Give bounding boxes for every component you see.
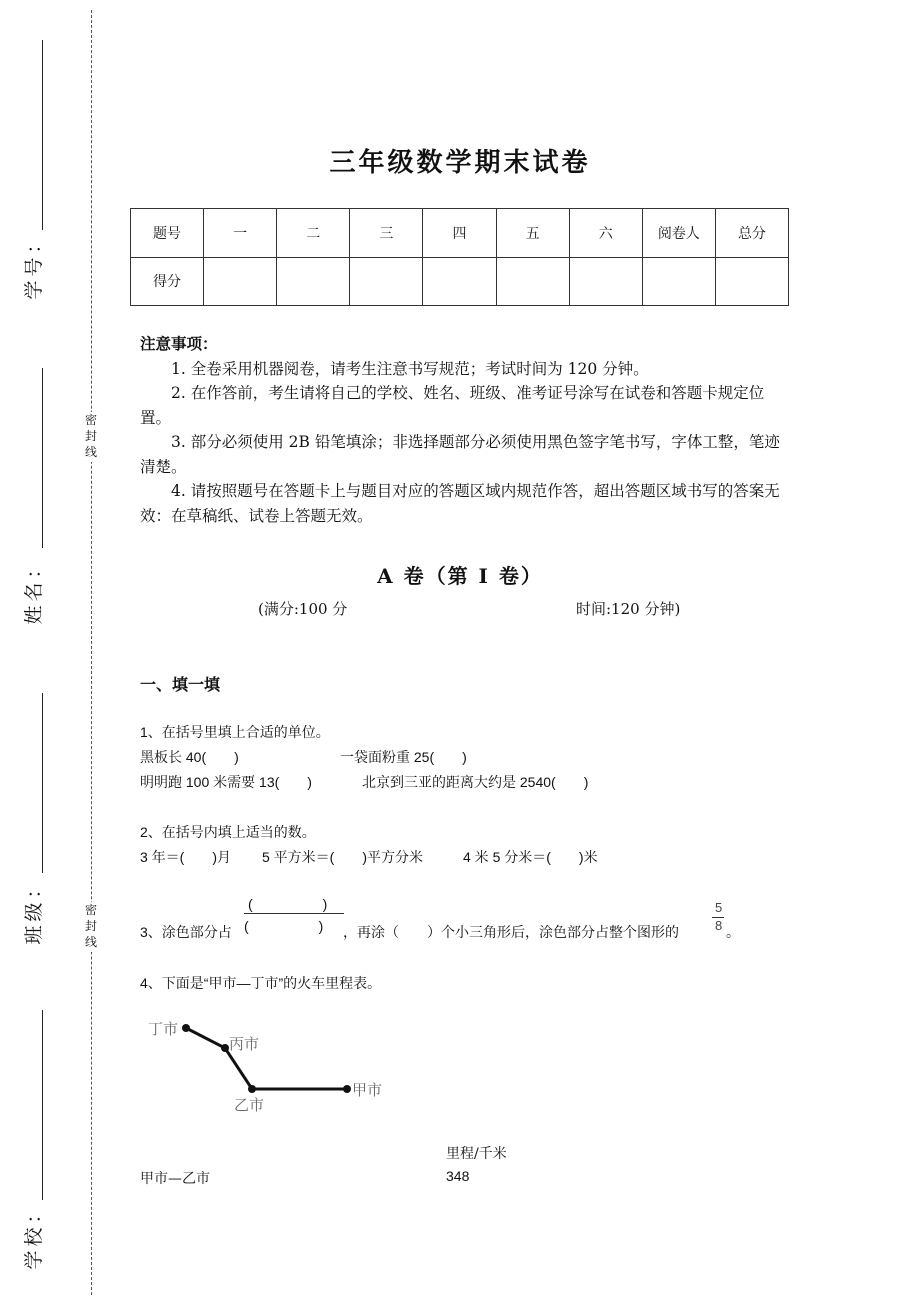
railway-route-map (140, 1010, 400, 1120)
seal-mark-top: 密 封 线 (82, 412, 100, 462)
station-label-jia: 甲市 (352, 1081, 383, 1099)
notice-heading: 注意事项： (140, 334, 218, 353)
notice-item: 1. 全卷采用机器阅卷，请考生注意书写规范；考试时间为 120 分钟。 (171, 359, 649, 378)
score-table-header-row (131, 209, 789, 258)
score-cell (423, 257, 496, 306)
score-cell (204, 257, 277, 306)
score-header-cell: 阅卷人 (642, 209, 715, 258)
name-label: 姓名： (22, 555, 45, 625)
q1-item-c: 明明跑 100 米需要 13( ) (140, 774, 312, 790)
exam-title: 三年级数学期末试卷 (329, 148, 591, 178)
name-line (42, 368, 43, 548)
q4-stem: 4、下面是“甲市—丁市”的火车里程表。 (140, 975, 382, 991)
q1-stem: 1、在括号里填上合适的单位。 (140, 724, 330, 740)
score-row-label: 得分 (131, 257, 204, 306)
notice-item: 3. 部分必须使用 2B 铅笔填涂；非选择题部分必须使用黑色签字笔书写，字体工整，笔迹清楚。 (140, 433, 780, 476)
q3-fraction-bar (244, 913, 344, 914)
q3-prefix: 3、涂色部分占 (140, 924, 232, 940)
seal-mark-bottom: 密 封 线 (82, 902, 100, 952)
q2-item-c: 4 米 5 分米＝( )米 (463, 849, 598, 865)
q3-fraction-numerator: ( ) (248, 896, 328, 912)
station-dot-bing (221, 1044, 229, 1052)
q1-item-a: 黑板长 40( ) (140, 749, 239, 765)
class-line (42, 693, 43, 873)
q2-item-a: 3 年＝( )月 (140, 849, 231, 865)
railway-route-line (186, 1028, 347, 1089)
score-header-cell: 三 (350, 209, 423, 258)
school-label: 学校： (22, 1200, 45, 1270)
q1-item-d: 北京到三亚的距离大约是 2540( ) (362, 774, 589, 790)
class-label: 班级： (22, 875, 45, 945)
school-line (42, 1010, 43, 1200)
q3-target-denominator: 8 (715, 918, 723, 933)
score-cell (496, 257, 569, 306)
station-label-ding: 丁市 (148, 1020, 179, 1038)
score-header-cell: 四 (423, 209, 496, 258)
q3-middle: ，再涂（ ）个小三角形后，涂色部分占整个图形的 (343, 924, 679, 940)
score-cell (642, 257, 715, 306)
score-header-cell: 题号 (131, 209, 204, 258)
score-cell (350, 257, 423, 306)
mileage-row-label: 甲市—乙市 (140, 1171, 210, 1187)
score-header-cell: 二 (277, 209, 350, 258)
mileage-row-value: 348 (446, 1168, 470, 1184)
notice-block (140, 332, 788, 528)
score-table (130, 208, 789, 306)
station-dot-yi (248, 1085, 256, 1093)
q2-item-b: 5 平方米＝( )平方分米 (262, 849, 423, 865)
full-score: (满分:100 分 (258, 600, 348, 618)
station-label-bing: 丙市 (229, 1035, 260, 1053)
score-header-cell: 六 (569, 209, 642, 258)
exam-time: 时间:120 分钟) (576, 600, 681, 618)
notice-item: 2. 在作答前，考生请将自己的学校、姓名、班级、准考证号涂写在试卷和答题卡规定位置。 (140, 384, 765, 427)
mileage-header: 里程/千米 (446, 1146, 507, 1162)
q3-suffix: 。 (726, 924, 740, 940)
q1-item-b: 一袋面粉重 25( ) (340, 749, 467, 765)
station-dot-jia (343, 1085, 351, 1093)
q2-stem: 2、在括号内填上适当的数。 (140, 824, 316, 840)
q3-target-numerator: 5 (715, 900, 723, 915)
score-cell (569, 257, 642, 306)
station-label-yi: 乙市 (234, 1096, 265, 1114)
score-table-score-row (131, 257, 789, 306)
binding-dashed-line (91, 10, 92, 1295)
volume-title: A 卷（第 I 卷） (377, 564, 543, 588)
score-cell (277, 257, 350, 306)
score-header-cell: 五 (496, 209, 569, 258)
station-dot-ding (182, 1024, 190, 1032)
score-cell (715, 257, 788, 306)
score-header-cell: 总分 (715, 209, 788, 258)
section-heading: 一、填一填 (140, 675, 221, 694)
score-header-cell: 一 (204, 209, 277, 258)
notice-item: 4. 请按照题号在答题卡上与题目对应的答题区域内规范作答，超出答题区域书写的答案无效：在草稿纸、试卷上答题无效。 (140, 482, 780, 525)
student-id-line (42, 40, 43, 230)
q3-fraction-denominator: ( ) (244, 918, 324, 934)
student-id-label: 学号： (22, 230, 45, 300)
